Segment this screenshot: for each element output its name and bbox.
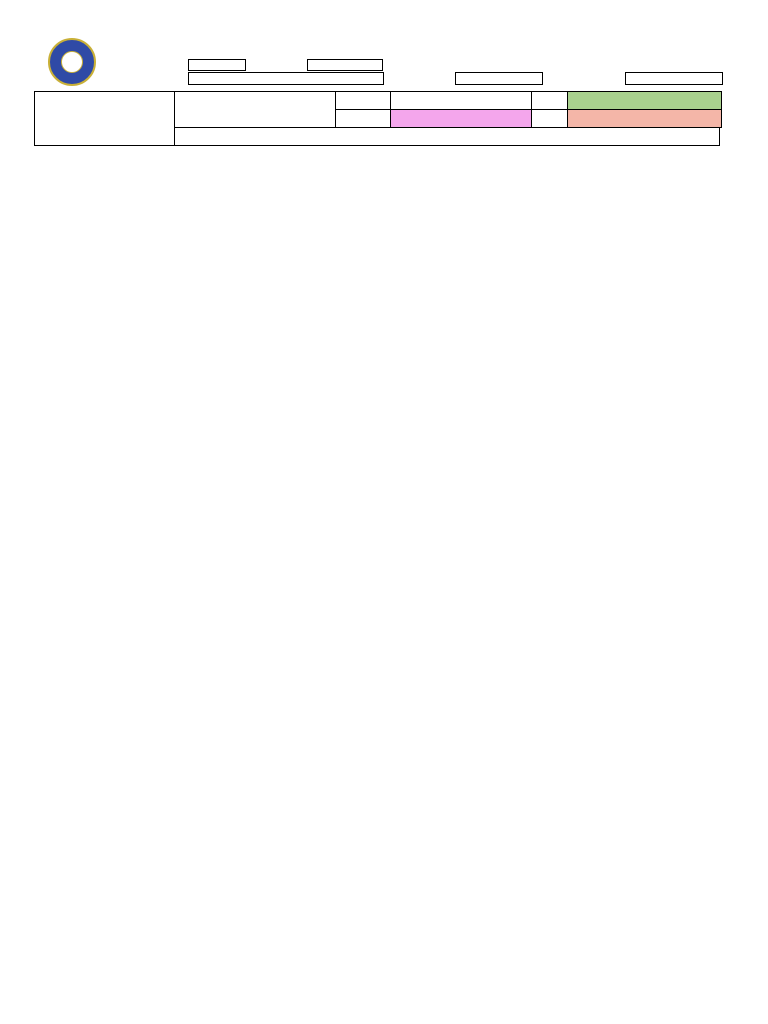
track-field [567,109,722,128]
teacher-field [390,91,532,110]
learners-names-header [34,91,175,146]
info-box [34,91,720,146]
semester-label [335,109,391,128]
teacher-label [335,91,391,110]
grade-section-field [254,91,336,128]
semester-field [390,109,532,128]
school-id-field [455,72,543,85]
subject-label [531,91,568,110]
grade-section-label [174,91,254,128]
school-year-field [625,72,723,85]
division-field [307,59,383,71]
region-field [188,59,246,71]
subject-field [567,91,722,110]
track-label [531,109,568,128]
school-name-field [188,72,384,85]
deped-seal-icon [48,38,96,86]
